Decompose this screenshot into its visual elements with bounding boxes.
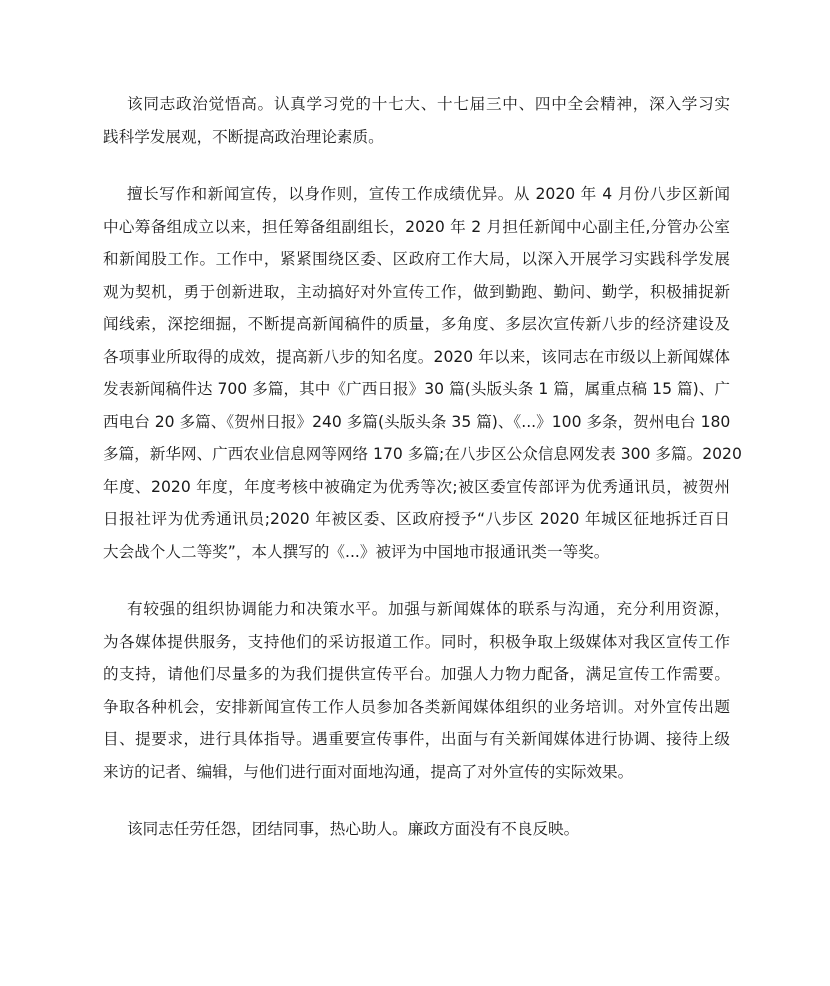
paragraph-line: 争取各种机会，安排新闻宣传工作人员参加各类新闻媒体组织的业务培训。对外宣传出题 [103,697,730,716]
paragraph-line: 闻线索，深挖细掘，不断提高新闻稿件的质量，多角度、多层次宣传新八步的经济建设及 [103,315,730,333]
paragraph-line: 目、提要求，进行具体指导。遇重要宣传事件，出面与有关新闻媒体进行协调、接待上级 [103,730,730,748]
paragraph-line: 各项事业所取得的成效，提高新八步的知名度。2020 年以来，该同志在市级以上新闻媒体 [103,347,730,366]
paragraph-line: 来访的记者、编辑，与他们进行面对面地沟通，提高了对外宣传的实际效果。 [103,762,634,781]
paragraph-line: 中心筹备组成立以来，担任筹备组副组长，2020 年 2 月担任新闻中心副主任,分管办公室 [103,217,730,236]
document-page [103,88,742,871]
paragraph-line: 为各媒体提供服务，支持他们的采访报道工作。同时，积极争取上级媒体对我区宣传工作 [103,632,730,651]
paragraph-line: 的支持，请他们尽量多的为我们提供宣传平台。加强人力物力配备，满足宣传工作需要。 [103,665,730,683]
paragraph-line: 和新闻股工作。工作中，紧紧围绕区委、区政府工作大局，以深入开展学习实践科学发展 [103,250,730,268]
paragraph-line: 擅长写作和新闻宣传，以身作则，宣传工作成绩优异。从 2020 年 4 月份八步区新闻 [127,185,730,203]
paragraph-line: 大会战个人二等奖”，本人撰写的《...》被评为中国地市报通讯类一等奖。 [103,542,610,561]
paragraph [103,178,742,568]
paragraph-line: 发表新闻稿件达 700 多篇，其中《广西日报》30 篇(头版头条 1 篇，属重点稿 15 篇)、广 [103,380,730,398]
paragraph-line: 该同志政治觉悟高。认真学习党的十七大、十七届三中、四中全会精神，深入学习实 [127,95,730,113]
paragraph [103,593,730,788]
paragraph-line: 有较强的组织协调能力和决策水平。加强与新闻媒体的联系与沟通，充分利用资源， [127,600,730,618]
paragraph [103,88,730,153]
paragraph-line: 西电台 20 多篇、《贺州日报》240 多篇(头版头条 35 篇)、《...》100 多条，贺州电台 180 [103,412,731,431]
paragraph-line: 年度、2020 年度，年度考核中被确定为优秀等次;被区委宣传部评为优秀通讯员，被贺州 [103,477,730,496]
paragraph [103,813,730,846]
paragraph-line: 该同志任劳任怨，团结同事，热心助人。廉政方面没有不良反映。 [127,820,580,838]
paragraph-line: 践科学发展观，不断提高政治理论素质。 [103,127,384,146]
paragraph-line: 观为契机，勇于创新进取，主动搞好对外宣传工作，做到勤跑、勤问、勤学，积极捕捉新 [103,282,730,301]
paragraph-line: 日报社评为优秀通讯员;2020 年被区委、区政府授予“八步区 2020 年城区征地拆迁百日 [103,510,730,528]
paragraph-line: 多篇，新华网、广西农业信息网等网络 170 多篇;在八步区公众信息网发表 300 多篇。2020 [103,445,742,463]
